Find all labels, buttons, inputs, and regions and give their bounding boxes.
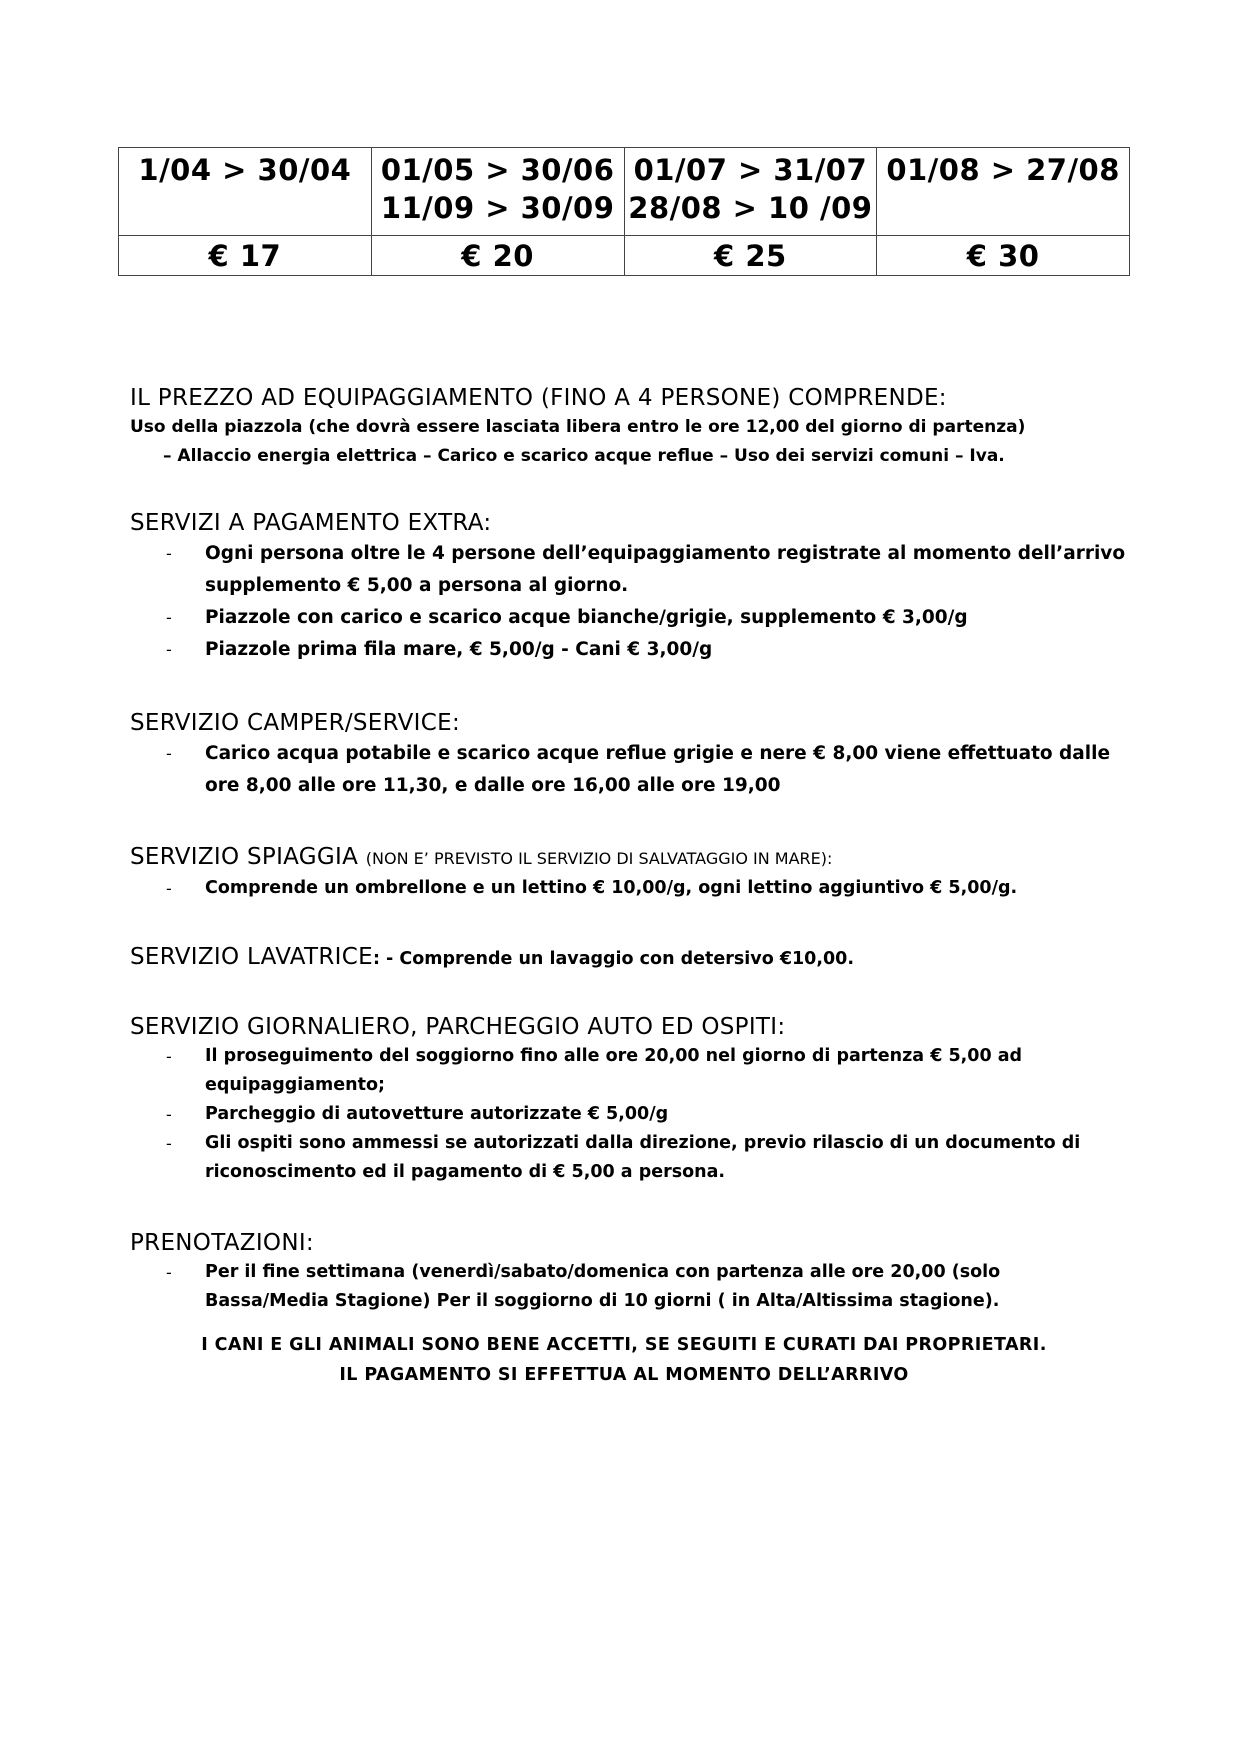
list-item-text: Gli ospiti sono ammessi se autorizzati dalla direzione, previo rilascio di un documento di riconoscimento ed il pagamento di € 5,00 a persona. xyxy=(205,1133,1081,1182)
lavatrice-title: SERVIZIO LAVATRICE xyxy=(130,944,373,970)
list-item xyxy=(130,1258,1130,1316)
prenotazioni-section xyxy=(130,1228,1130,1316)
list-item-text: Carico acqua potabile e scarico acque reflue grigie e nere € 8,00 viene effettuato dalle ore 8,00 alle ore 11,30, e dalle ore 16,00 alle ore 19,00 xyxy=(205,743,1111,796)
giornaliero-list xyxy=(130,1042,1130,1187)
list-item-text: Comprende un ombrellone e un lettino € 10,00/g, ogni lettino aggiuntivo € 5,00/g. xyxy=(205,878,1018,898)
price-cell-2: € 20 xyxy=(371,236,624,276)
period-range: 01/07 > 31/07 xyxy=(633,153,868,187)
dash-bullet-icon: - xyxy=(166,640,172,659)
prenotazioni-heading: PRENOTAZIONI: xyxy=(130,1230,314,1256)
list-item xyxy=(130,1042,1130,1100)
period-cell-3 xyxy=(624,148,877,236)
period-range: 01/08 > 27/08 xyxy=(886,153,1120,187)
spiaggia-title: SERVIZIO SPIAGGIA xyxy=(130,844,359,870)
list-item-text: Per il fine settimana (venerdì/sabato/domenica con partenza alle ore 20,00 (solo Bassa/Media Stagione) Per il soggiorno di 10 giorni ( in Alta/Altissima stagione). xyxy=(205,1262,1001,1311)
spiaggia-list xyxy=(130,874,1130,903)
included-line: Uso della piazzola (che dovrà essere lasciata libera entro le ore 12,00 del giorno di partenza) xyxy=(130,417,1026,437)
list-item xyxy=(130,538,1130,602)
lavatrice-text: : - Comprende un lavaggio con detersivo €10,00. xyxy=(372,949,854,969)
prenotazioni-list xyxy=(130,1258,1130,1316)
period-range: 1/04 > 30/04 xyxy=(138,153,352,187)
dash-bullet-icon: - xyxy=(166,744,172,763)
list-item xyxy=(130,602,1130,634)
extra-section xyxy=(130,508,1130,666)
period-cell-2 xyxy=(371,148,624,236)
period-cell-1 xyxy=(119,148,372,236)
dash-bullet-icon: - xyxy=(166,879,172,898)
lavatrice-section xyxy=(130,942,1130,974)
lavatrice-heading xyxy=(130,942,1130,974)
footer-line: I CANI E GLI ANIMALI SONO BENE ACCETTI, SE SEGUITI E CURATI DAI PROPRIETARI. xyxy=(201,1335,1047,1355)
dash-bullet-icon: - xyxy=(166,1105,172,1124)
price-cell-1: € 17 xyxy=(119,236,372,276)
dash-bullet-icon: - xyxy=(166,608,172,627)
dash-bullet-icon: - xyxy=(166,1134,172,1153)
period-range: 01/05 > 30/06 xyxy=(380,153,615,187)
giornaliero-heading: SERVIZIO GIORNALIERO, PARCHEGGIO AUTO ED OSPITI: xyxy=(130,1014,786,1040)
footer-notes xyxy=(118,1330,1130,1390)
spiaggia-heading xyxy=(130,842,1130,874)
camper-heading: SERVIZIO CAMPER/SERVICE: xyxy=(130,710,461,736)
list-item xyxy=(130,1129,1130,1187)
included-line: – Allaccio energia elettrica – Carico e scarico acque reflue – Uso dei servizi comuni – Iva. xyxy=(163,446,1005,466)
spiaggia-note: (NON E’ PREVISTO IL SERVIZIO DI SALVATAGGIO IN MARE): xyxy=(365,849,833,868)
list-item-text: Piazzole con carico e scarico acque bianche/grigie, supplemento € 3,00/g xyxy=(205,607,968,628)
footer-line: IL PAGAMENTO SI EFFETTUA AL MOMENTO DELL’ARRIVO xyxy=(339,1365,909,1385)
period-range: 28/08 > 10 /09 xyxy=(628,191,873,225)
list-item-text: Piazzole prima fila mare, € 5,00/g - Cani € 3,00/g xyxy=(205,639,713,660)
list-item-text: Ogni persona oltre le 4 persone dell’equipaggiamento registrate al momento dell’arrivo supplemento € 5,00 a persona al giorno. xyxy=(205,543,1126,596)
price-cell-3: € 25 xyxy=(624,236,877,276)
price-row xyxy=(119,236,1130,276)
list-item-text: Parcheggio di autovetture autorizzate € 5,00/g xyxy=(205,1104,669,1124)
list-item xyxy=(130,874,1130,903)
extra-heading: SERVIZI A PAGAMENTO EXTRA: xyxy=(130,510,492,536)
dash-bullet-icon: - xyxy=(166,1047,172,1066)
season-price-table xyxy=(118,147,1130,276)
included-section xyxy=(130,383,1130,471)
list-item xyxy=(130,634,1130,666)
period-range: 11/09 > 30/09 xyxy=(380,191,615,225)
period-row xyxy=(119,148,1130,236)
dash-bullet-icon: - xyxy=(166,544,172,563)
extra-list xyxy=(130,538,1130,666)
list-item xyxy=(130,1100,1130,1129)
camper-section xyxy=(130,708,1130,802)
dash-bullet-icon: - xyxy=(166,1263,172,1282)
period-cell-4 xyxy=(877,148,1130,236)
list-item xyxy=(130,738,1130,802)
camper-list xyxy=(130,738,1130,802)
spiaggia-section xyxy=(130,842,1130,903)
list-item-text: Il proseguimento del soggiorno fino alle ore 20,00 nel giorno di partenza € 5,00 ad equipaggiamento; xyxy=(205,1046,1023,1095)
price-cell-4: € 30 xyxy=(877,236,1130,276)
giornaliero-section xyxy=(130,1012,1130,1187)
included-heading: IL PREZZO AD EQUIPAGGIAMENTO (FINO A 4 PERSONE) COMPRENDE: xyxy=(130,385,947,411)
